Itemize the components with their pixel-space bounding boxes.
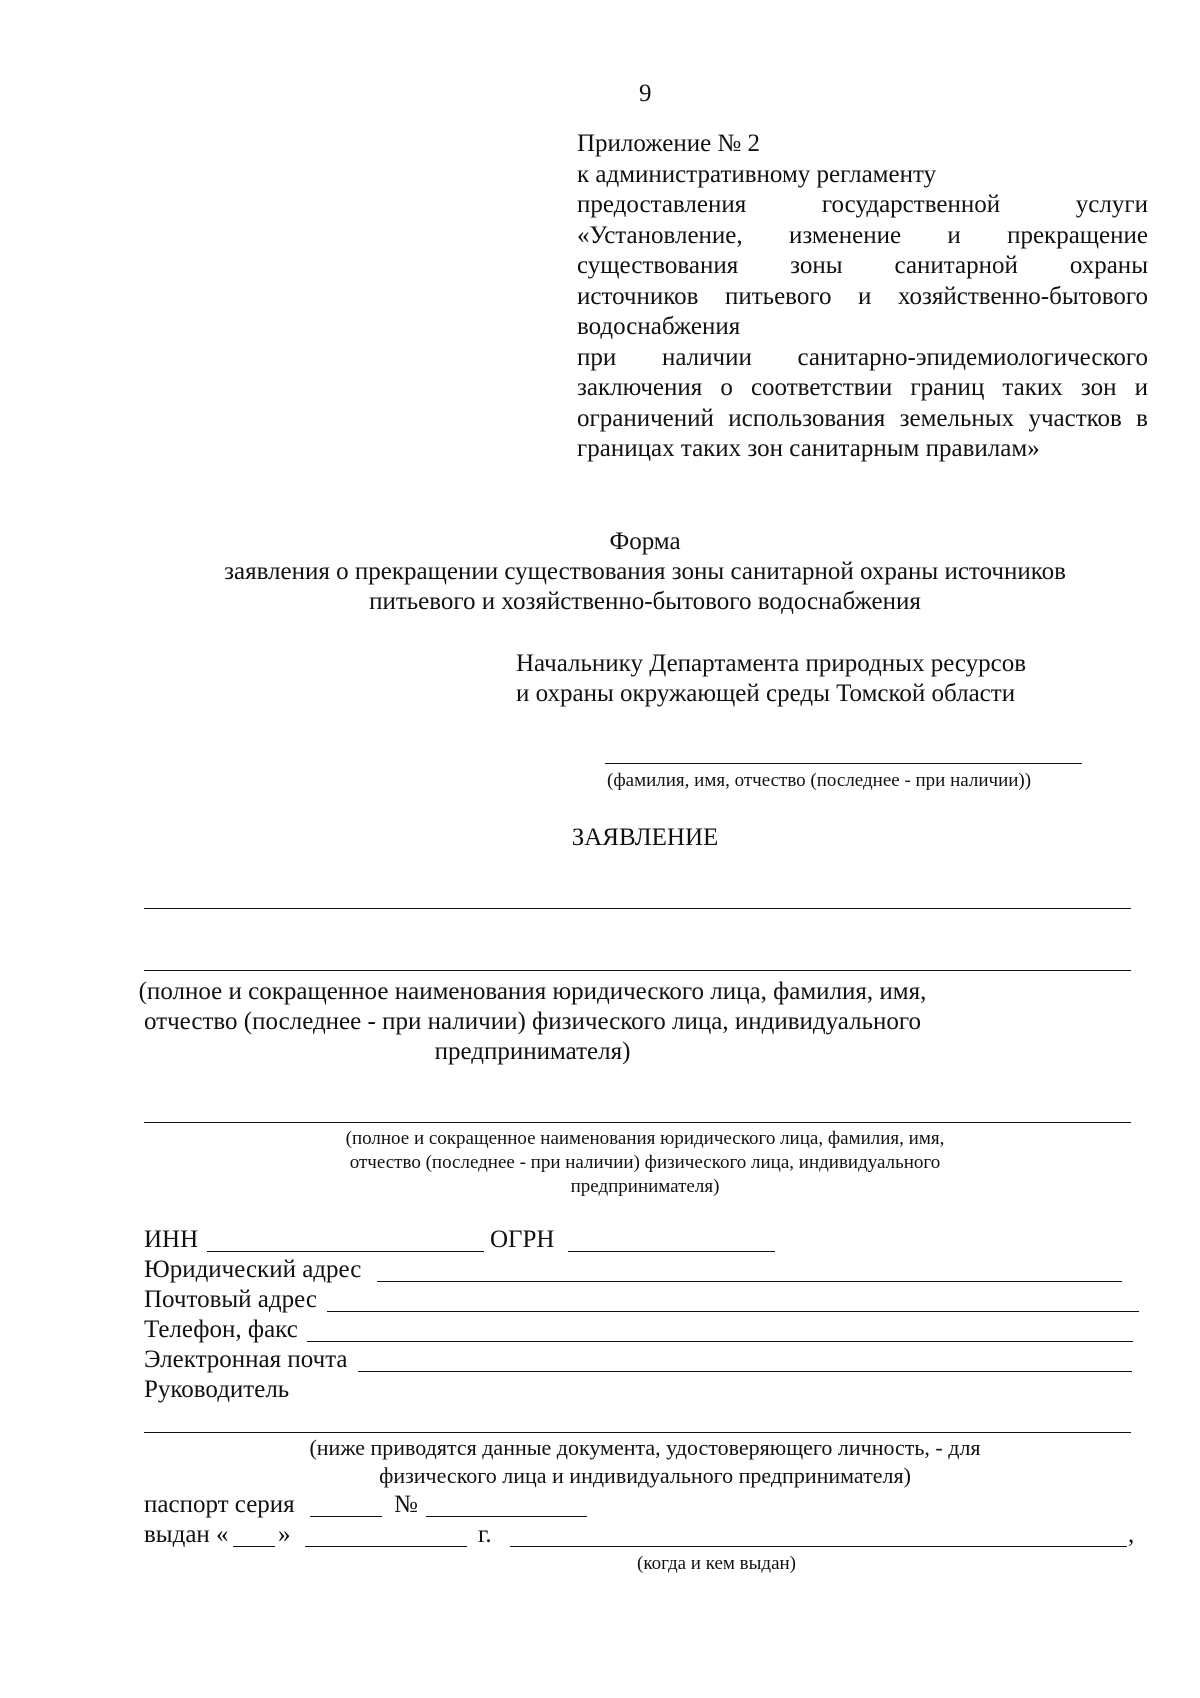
head-fill-line[interactable] [144,1432,1131,1433]
passport-issued-row [144,1520,1134,1550]
applicant-fill-line [144,908,1131,909]
addressee-line: Начальнику Департамента природных ресурсов [516,650,1027,677]
head-row [144,1375,1134,1405]
applicant-caption-small: (полное и сокращенное наименования юридического лица, фамилия, имя, [345,1128,945,1149]
ogrn-field[interactable] [568,1251,775,1252]
applicant-caption-small: отчество (последнее - при наличии) физического лица, индивидуального [349,1152,941,1173]
applicant-caption-large: отчество (последнее - при наличии) физического лица, индивидуального [144,1008,921,1035]
number-sign: № [394,1491,418,1518]
applicant-fill-line [144,970,1131,971]
postal-address-row [144,1285,1144,1315]
phone-fax-label: Телефон, факс [144,1316,298,1343]
appendix-line: предоставления государственной услуги [577,191,1148,218]
passport-number-field[interactable] [426,1516,587,1517]
statement-heading: ЗАЯВЛЕНИЕ [571,824,719,851]
appendix-line: при наличии санитарно-эпидемиологического [577,343,1148,371]
email-field[interactable] [358,1371,1132,1372]
applicant-caption-small: предпринимателя) [570,1176,720,1197]
inn-label: ИНН [144,1226,199,1253]
phone-fax-row [144,1315,1144,1345]
applicant-fill-line [144,1122,1131,1123]
appendix-line: границах таких зон санитарным правилам» [577,435,1040,462]
id-caption: (ниже приводятся данные документа, удостоверяющего личность, - для [309,1435,981,1460]
email-row [144,1345,1144,1375]
form-title-line: заявления о прекращении существования зоны санитарной охраны источников [224,558,1066,585]
trailing-comma: , [1128,1521,1135,1548]
appendix-line: водоснабжения [577,313,741,340]
phone-fax-field[interactable] [307,1341,1133,1342]
applicant-caption-large: (полное и сокращенное наименования юридического лица, фамилия, имя, [138,978,927,1005]
appendix-line: источников питьевого и хозяйственно-бытового [577,282,1148,310]
legal-address-label: Юридический адрес [144,1256,362,1283]
inn-ogrn-row [144,1225,1134,1255]
issued-day-field[interactable] [233,1546,275,1547]
inn-field[interactable] [207,1251,484,1252]
issued-quote-close: » [278,1521,291,1548]
passport-series-field[interactable] [310,1516,382,1517]
addressee-line: и охраны окружающей среды Томской области [516,680,1016,707]
issued-by-field[interactable] [510,1546,1127,1547]
appendix-line: заключения о соответствии границ таких зон и [577,374,1148,401]
applicant-caption-large: предпринимателя) [434,1038,631,1065]
passport-series-label: паспорт серия [144,1491,295,1518]
page-number: 9 [639,80,652,107]
appendix-header [577,129,1148,465]
form-title-line: Форма [609,528,681,555]
name-caption: (фамилия, имя, отчество (последнее - при наличии)) [607,770,1032,791]
postal-address-field[interactable] [327,1311,1139,1312]
form-title-line: питьевого и хозяйственно-бытового водоснабжения [369,588,921,615]
issued-label: выдан « [144,1521,229,1548]
id-caption: физического лица и индивидуального предпринимателя) [379,1463,911,1488]
postal-address-label: Почтовый адрес [144,1286,317,1313]
appendix-line: Приложение № 2 [577,130,761,157]
appendix-line: к административному регламенту [577,160,937,188]
issued-month-field[interactable] [305,1546,467,1547]
appendix-line: существования зоны санитарной охраны [577,252,1148,279]
legal-address-field[interactable] [377,1281,1122,1282]
appendix-line: «Установление, изменение и прекращение [577,221,1148,249]
appendix-line: ограничений использования земельных участков в [577,404,1148,432]
name-fill-line [605,763,1082,764]
head-label: Руководитель [144,1376,290,1403]
legal-address-row [144,1255,1134,1285]
passport-series-row [144,1490,744,1520]
email-label: Электронная почта [144,1346,348,1373]
ogrn-label: ОГРН [490,1226,555,1253]
issued-caption: (когда и кем выдан) [637,1553,797,1574]
year-suffix: г. [478,1521,492,1548]
